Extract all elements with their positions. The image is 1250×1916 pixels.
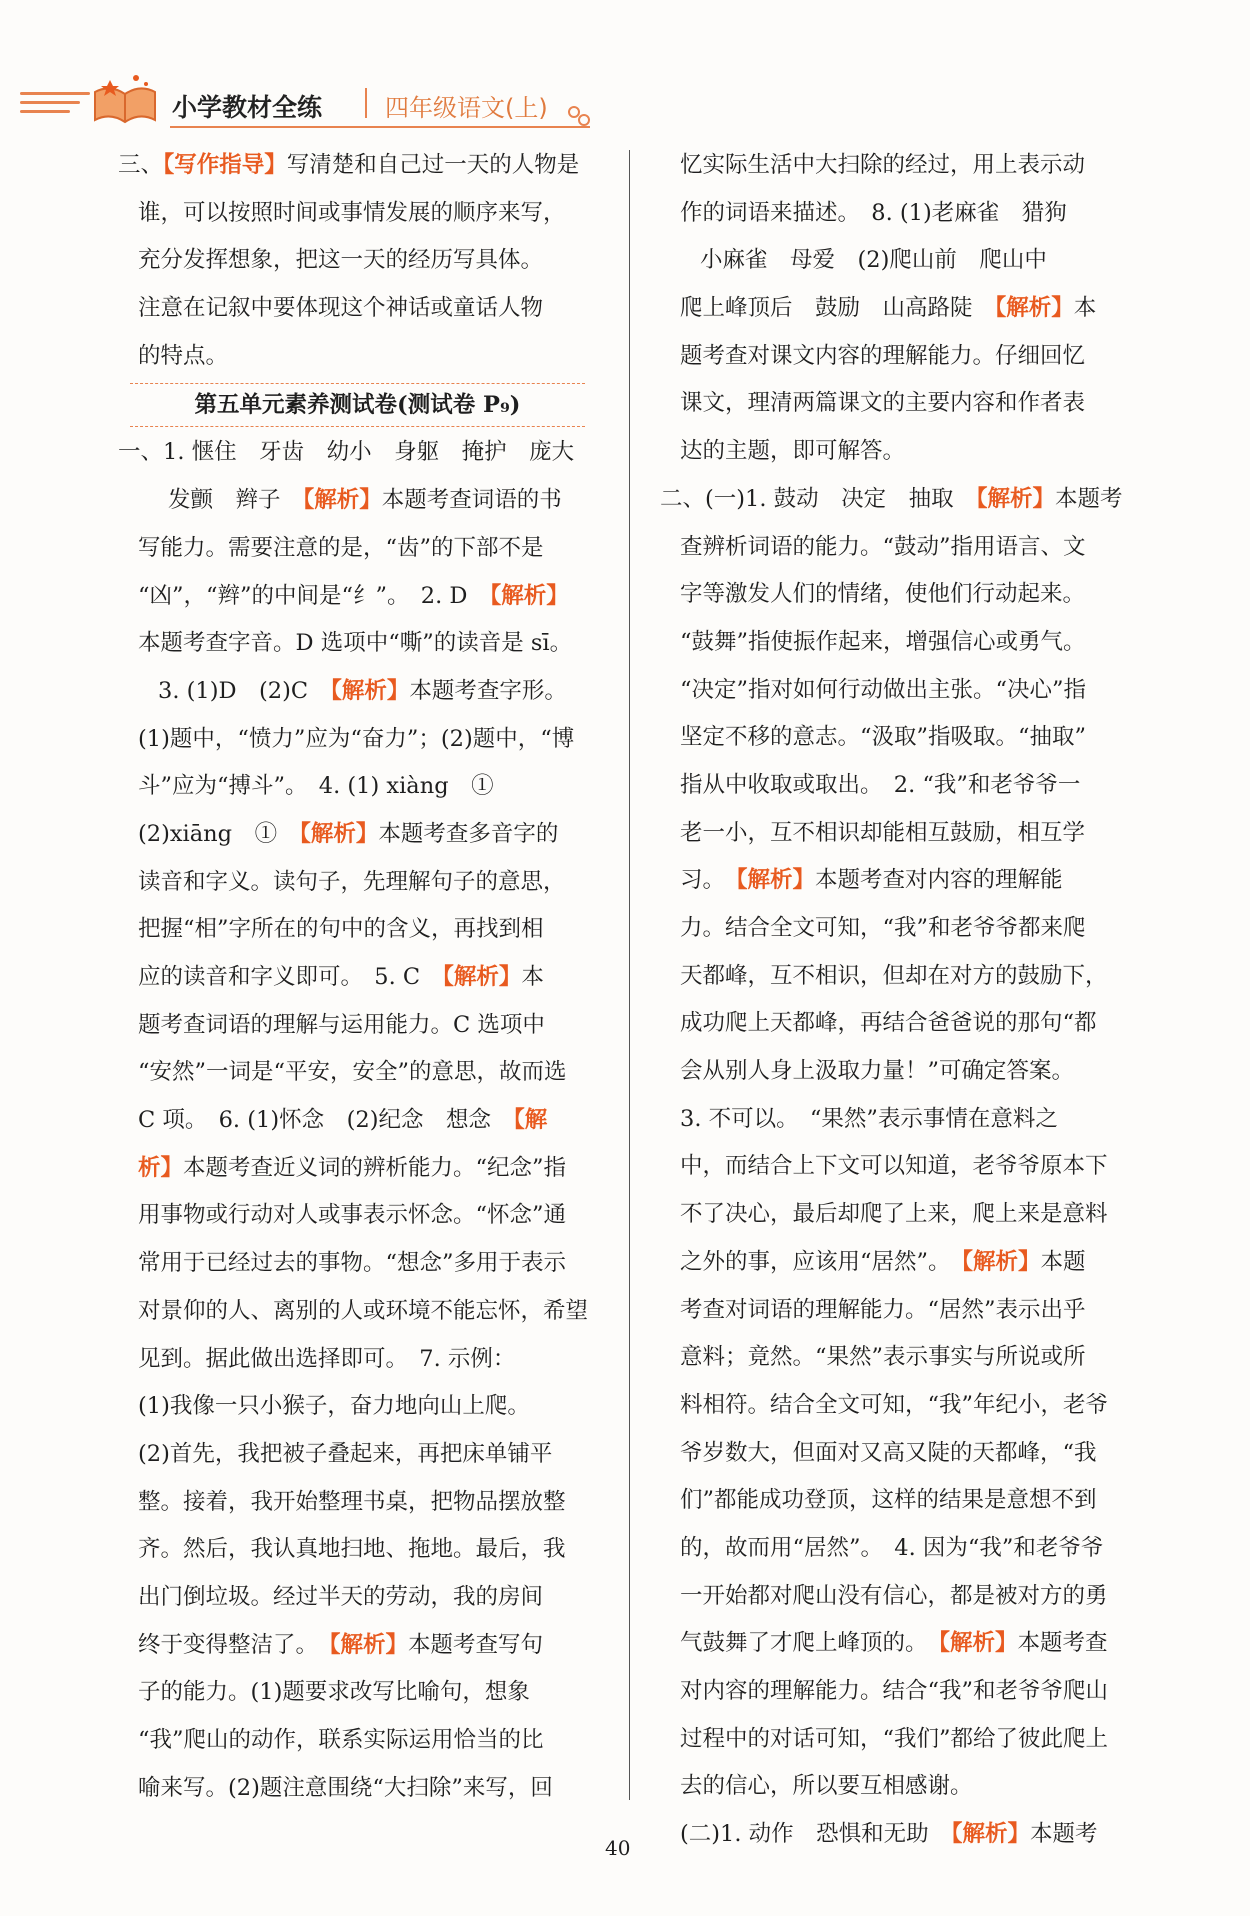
- text-line: [660, 857, 1152, 905]
- analysis-tag: 【解析】: [961, 1248, 1041, 1275]
- text-segment: 指从中收取或取出。 2. “我”和老爷爷一: [680, 771, 1081, 798]
- text-segment: 的，故而用“居然”。 4. 因为“我”和老爷爷: [680, 1534, 1104, 1561]
- text-line: [660, 619, 1152, 667]
- left-column: [118, 142, 610, 1812]
- text-line: [118, 620, 610, 668]
- text-segment: 成功爬上天都峰，再结合爸爸说的那句“都: [680, 1010, 1097, 1037]
- text-segment: “决定”指对如何行动做出主张。“决心”指: [680, 676, 1087, 703]
- text-line: [660, 1143, 1152, 1191]
- text-segment: 本题考查近义词的辨析能力。“纪念”指: [183, 1154, 567, 1181]
- text-segment: 对内容的理解能力。结合“我”和老爷爷爬山: [680, 1678, 1109, 1704]
- text-line: [118, 1526, 610, 1574]
- text-line: [660, 237, 1152, 285]
- text-segment: (1)题中，“愤力”应为“奋力”；(2)题中，“博: [138, 725, 575, 752]
- text-line: [118, 716, 610, 764]
- text-line: [118, 573, 610, 621]
- text-segment: 本题考查对内容的理解能: [815, 867, 1063, 894]
- analysis-tag: 【解析】: [736, 867, 816, 894]
- text-line: [118, 1336, 610, 1384]
- text-line: [660, 1811, 1152, 1859]
- text-segment: 本题考: [1054, 485, 1123, 512]
- text-segment: 考查对词语的理解能力。“居然”表示出乎: [680, 1296, 1086, 1323]
- text-line: [660, 1048, 1152, 1096]
- page-header: [20, 62, 580, 132]
- text-line: [118, 1622, 610, 1670]
- text-segment: (二)1. 动作 恐惧和无助: [680, 1821, 952, 1848]
- text-line: [118, 1479, 610, 1527]
- text-segment: C 项。 6. (1)怀念 (2)纪念 想念: [138, 1107, 514, 1134]
- text-line: [118, 1431, 610, 1479]
- text-line: [660, 1000, 1152, 1048]
- header-separator: [365, 88, 367, 118]
- text-segment: 整。接着，我开始整理书桌，把物品摆放整: [138, 1488, 566, 1515]
- text-segment: 爬上峰顶后 鼓励 山高路陡: [680, 295, 996, 322]
- text-segment: 查辨析词语的能力。“鼓动”指用语言、文: [680, 533, 1086, 560]
- text-line: [118, 1765, 610, 1813]
- text-line: [660, 714, 1152, 762]
- text-line: [118, 477, 610, 525]
- text-line: [118, 1145, 610, 1193]
- text-segment: 题考查词语的理解与运用能力。C 选项中: [138, 1011, 545, 1038]
- text-segment: “我”爬山的动作，联系实际运用恰当的比: [138, 1727, 544, 1753]
- analysis-tag: 【解析】: [330, 677, 410, 704]
- text-line: [660, 1096, 1152, 1144]
- text-segment: 第五单元素养测试卷(测试卷 P₉): [194, 392, 521, 419]
- text-line: [660, 142, 1152, 190]
- text-segment: 本题考: [1029, 1821, 1098, 1848]
- text-segment: 3. (1)D (2)C: [158, 677, 331, 704]
- text-segment: 去的信心，所以要互相感谢。: [680, 1773, 973, 1800]
- text-segment: 老一小，互不相识却能相互鼓励，相互学: [680, 819, 1086, 846]
- text-segment: 本: [521, 964, 544, 990]
- text-line: [660, 476, 1152, 524]
- text-segment: 本题考查字音。D 选项中“嘶”的读音是 sī。: [138, 630, 573, 657]
- text-segment: 对景仰的人、离别的人或环境不能忘怀，希望: [138, 1297, 589, 1324]
- text-line: [118, 1240, 610, 1288]
- section-title: [130, 383, 585, 427]
- brand-title: 小学教材全练: [172, 93, 323, 122]
- analysis-tag: 【解析】: [951, 1821, 1030, 1848]
- text-segment: 小麻雀 母爱 (2)爬山前 爬山中: [700, 247, 1047, 274]
- analysis-tag: 【解: [513, 1107, 548, 1134]
- text-segment: 本题考查多音字的: [378, 820, 559, 847]
- text-line: [660, 1287, 1152, 1335]
- text-line: [118, 668, 610, 716]
- text-segment: 之外的事，应该用“居然”。: [680, 1248, 962, 1275]
- text-segment: 字等激发人们的情绪，使他们行动起来。: [680, 581, 1086, 608]
- text-segment: 本: [1073, 295, 1097, 322]
- text-segment: 气鼓舞了才爬上峰顶的。: [680, 1630, 939, 1657]
- text-segment: “鼓舞”指使振作起来，增强信心或勇气。: [680, 628, 1086, 655]
- analysis-tag: 【解析】: [442, 964, 522, 990]
- text-line: [660, 1191, 1152, 1239]
- text-segment: 读音和字义。读句子，先理解句子的意思，: [138, 868, 566, 895]
- text-segment: 忆实际生活中大扫除的经过，用上表示动: [680, 152, 1086, 178]
- text-line: [118, 237, 610, 285]
- text-line: [660, 380, 1152, 428]
- text-line: [118, 1002, 610, 1050]
- text-line: [660, 428, 1152, 476]
- text-line: [660, 571, 1152, 619]
- text-line: [660, 1477, 1152, 1525]
- text-line: [660, 1573, 1152, 1621]
- text-segment: 3. 不可以。 “果然”表示事情在意料之: [680, 1105, 1058, 1132]
- text-segment: 中，而结合上下文可以知道，老爷爷原本下: [680, 1153, 1108, 1180]
- text-segment: 本题考查词语的书: [381, 487, 562, 514]
- text-line: [660, 1763, 1152, 1811]
- text-line: [118, 1049, 610, 1097]
- text-line: [118, 190, 610, 238]
- text-segment: 本题考查字形。: [409, 677, 567, 704]
- analysis-tag: 析】: [138, 1154, 184, 1181]
- text-segment: 习。: [680, 867, 737, 894]
- text-segment: “凶”，“辫”的中间是“纟”。 2. D: [138, 582, 490, 609]
- text-segment: 二、(一)1. 鼓动 决定 抽取: [660, 485, 977, 512]
- text-line: [660, 762, 1152, 810]
- analysis-tag: 【解析】: [938, 1630, 1018, 1657]
- text-line: [660, 810, 1152, 858]
- text-segment: 坚定不移的意志。“汲取”指吸取。“抽取”: [680, 724, 1087, 751]
- text-segment: 过程中的对话可知，“我们”都给了彼此爬上: [680, 1725, 1109, 1752]
- text-segment: 作的词语来描述。 8. (1)老麻雀 猎狗: [680, 199, 1067, 226]
- text-line: [118, 285, 610, 333]
- text-segment: 出门倒垃圾。经过半天的劳动，我的房间: [138, 1583, 544, 1610]
- text-line: [118, 811, 610, 859]
- analysis-tag: 【解析】: [303, 487, 382, 514]
- text-segment: 达的主题，即可解答。: [680, 438, 906, 465]
- text-line: [660, 1525, 1152, 1573]
- text-segment: 一、1. 惬住 牙齿 幼小 身躯 掩护 庞大: [118, 439, 575, 466]
- text-line: [118, 1288, 610, 1336]
- analysis-tag: 【解析】: [489, 582, 569, 609]
- text-line: [660, 667, 1152, 715]
- text-segment: 题考查对课文内容的理解能力。仔细回忆: [680, 342, 1086, 369]
- text-segment: 们”都能成功登顶，这样的结果是意想不到: [680, 1487, 1097, 1514]
- text-line: [118, 1669, 610, 1717]
- text-line: [660, 1382, 1152, 1430]
- text-line: [118, 906, 610, 954]
- text-segment: 充分发挥想象，把这一天的经历写具体。: [138, 247, 544, 274]
- text-segment: 力。结合全文可知，“我”和老爷爷都来爬: [680, 915, 1086, 941]
- text-line: [118, 1097, 610, 1145]
- page-number: 40: [605, 1836, 631, 1860]
- grade-subject: 四年级语文(上): [385, 94, 548, 122]
- text-segment: 写清楚和自己过一天的人物是: [286, 152, 580, 178]
- text-segment: 注意在记叙中要体现这个神话或童话人物: [138, 295, 544, 322]
- text-segment: 本题: [1040, 1248, 1086, 1275]
- text-segment: 齐。然后，我认真地扫地、拖地。最后，我: [138, 1536, 566, 1563]
- text-line: [660, 285, 1152, 333]
- text-segment: 发颤 辫子: [168, 487, 304, 514]
- analysis-tag: 【解析】: [329, 1631, 409, 1658]
- text-segment: (1)我像一只小猴子，奋力地向山上爬。: [138, 1393, 530, 1420]
- text-segment: 常用于已经过去的事物。“想念”多用于表示: [138, 1250, 567, 1277]
- text-segment: 见到。据此做出选择即可。 7. 示例：: [138, 1345, 516, 1372]
- text-segment: 的特点。: [138, 342, 229, 369]
- text-line: [660, 190, 1152, 238]
- text-segment: 爷岁数大，但面对又高又陡的天都峰，“我: [680, 1439, 1097, 1466]
- text-line: [660, 1716, 1152, 1764]
- text-segment: 意料；竟然。“果然”表示事实与所说或所: [680, 1344, 1086, 1371]
- text-segment: 用事物或行动对人或事表示怀念。“怀念”通: [138, 1202, 567, 1229]
- text-segment: 不了决心，最后却爬了上来，爬上来是意料: [680, 1201, 1108, 1228]
- text-segment: “安然”一词是“平安，安全”的意思，故而选: [138, 1059, 567, 1086]
- text-line: [118, 763, 610, 811]
- text-line: [660, 953, 1152, 1001]
- text-segment: 天都峰，互不相识，但却在对方的鼓励下，: [680, 962, 1108, 989]
- text-segment: 一开始都对爬山没有信心，都是被对方的勇: [680, 1582, 1108, 1609]
- text-line: [118, 859, 610, 907]
- text-line: [118, 525, 610, 573]
- text-segment: 子的能力。(1)题要求改写比喻句，想象: [138, 1679, 530, 1706]
- text-line: [660, 1430, 1152, 1478]
- text-line: [118, 429, 610, 477]
- text-segment: 应的读音和字义即可。 5. C: [138, 964, 443, 990]
- text-segment: 谁，可以按照时间或事情发展的顺序来写，: [138, 199, 566, 226]
- text-segment: 本题考查写句: [408, 1631, 544, 1658]
- column-divider: [629, 150, 630, 1800]
- text-line: [660, 1668, 1152, 1716]
- text-segment: 终于变得整洁了。: [138, 1631, 330, 1658]
- text-segment: (2)首先，我把被子叠起来，再把床单铺平: [138, 1440, 553, 1467]
- open-book-icon: [90, 72, 160, 127]
- text-segment: 会从别人身上汲取力量！”可确定答案。: [680, 1058, 1075, 1085]
- right-column: [660, 142, 1152, 1859]
- text-line: [660, 1620, 1152, 1668]
- text-line: [118, 1574, 610, 1622]
- text-segment: 料相符。结合全文可知，“我”年纪小，老爷: [680, 1391, 1109, 1418]
- text-line: [660, 333, 1152, 381]
- text-line: [118, 142, 610, 190]
- text-segment: 写能力。需要注意的是，“齿”的下部不是: [138, 534, 544, 561]
- text-line: [660, 524, 1152, 572]
- text-segment: 把握“相”字所在的句中的含义，再找到相: [138, 916, 544, 943]
- header-dot-decoration: [578, 114, 590, 126]
- text-segment: 喻来写。(2)题注意围绕“大扫除”来写，回: [138, 1774, 553, 1801]
- analysis-tag: 【解析】: [299, 820, 379, 847]
- header-decor-lines: [20, 92, 90, 119]
- analysis-tag: 【解析】: [995, 295, 1074, 322]
- text-line: [660, 905, 1152, 953]
- text-line: [118, 1192, 610, 1240]
- text-line: [118, 1383, 610, 1431]
- text-segment: 三、: [118, 152, 164, 178]
- analysis-tag: 【解析】: [976, 485, 1055, 512]
- header-underline: [170, 126, 590, 128]
- text-line: [118, 1717, 610, 1765]
- text-line: [660, 1334, 1152, 1382]
- text-segment: (2)xiāng ①: [138, 820, 300, 847]
- text-line: [660, 1239, 1152, 1287]
- text-segment: 斗”应为“搏斗”。 4. (1) xiàng ①: [138, 773, 494, 800]
- text-segment: 课文，理清两篇课文的主要内容和作者表: [680, 390, 1086, 417]
- text-segment: 本题考查: [1017, 1630, 1108, 1657]
- analysis-tag: 【写作指导】: [163, 152, 287, 178]
- text-line: [118, 333, 610, 381]
- text-line: [118, 954, 610, 1002]
